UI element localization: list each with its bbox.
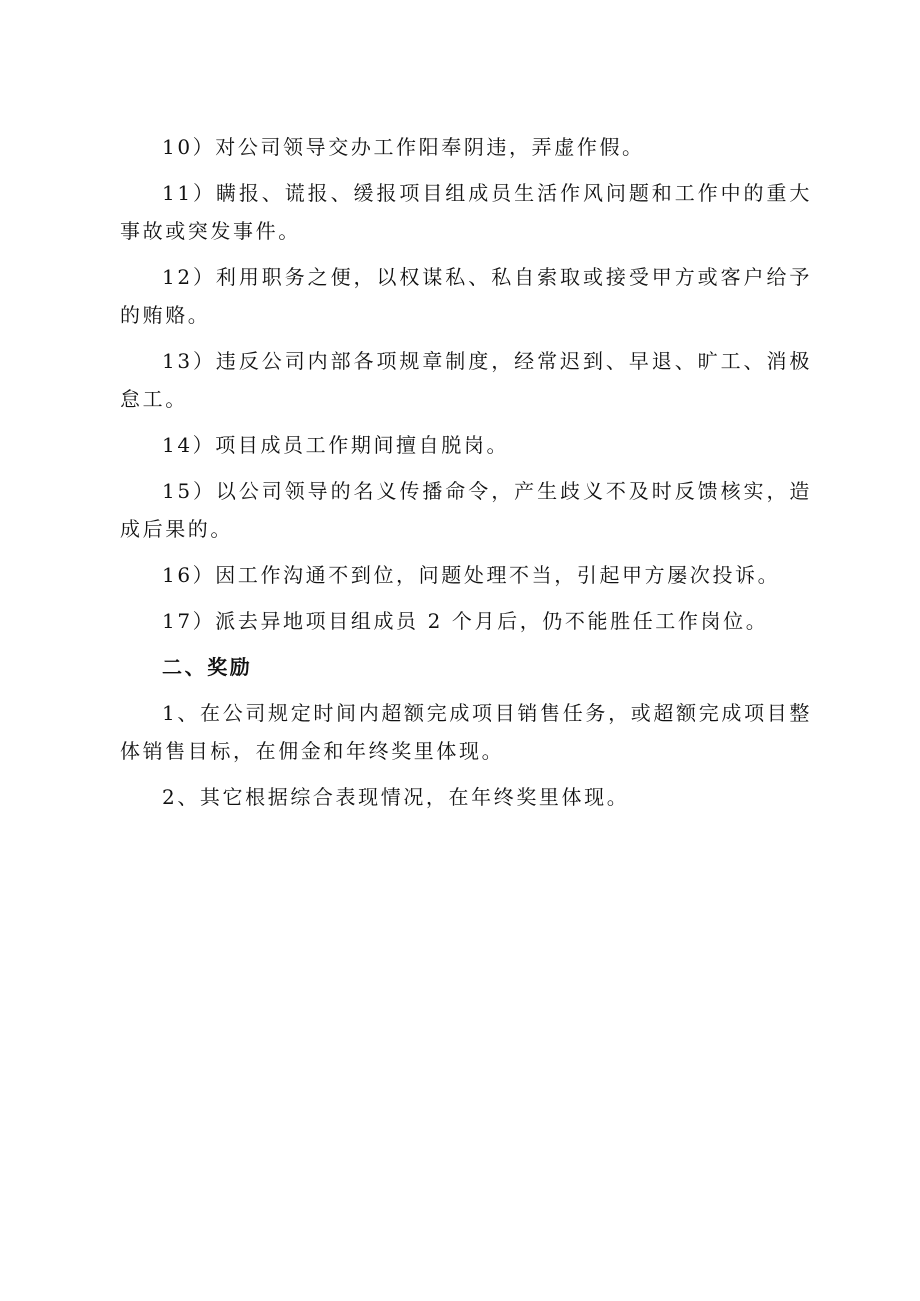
paragraph-item-15: 15）以公司领导的名义传播命令，产生歧义不及时反馈核实，造成后果的。 xyxy=(120,479,812,541)
reward-item-2: 2、其它根据综合表现情况，在年终奖里体现。 xyxy=(162,785,630,809)
reward-item-1: 1、在公司规定时间内超额完成项目销售任务，或超额完成项目整体销售目标，在佣金和年终奖里体现。 xyxy=(120,701,812,763)
paragraph-item-13: 13）违反公司内部各项规章制度，经常迟到、早退、旷工、消极怠工。 xyxy=(120,349,812,411)
document-body xyxy=(120,128,812,824)
paragraph-item-11: 11）瞒报、谎报、缓报项目组成员生活作风问题和工作中的重大事故或突发事件。 xyxy=(120,181,812,243)
paragraph-item-17: 17）派去异地项目组成员 2 个月后，仍不能胜任工作岗位。 xyxy=(162,609,769,633)
section-heading-rewards: 二、奖励 xyxy=(162,655,253,679)
paragraph-item-12: 12）利用职务之便，以权谋私、私自索取或接受甲方或客户给予的贿赂。 xyxy=(120,265,812,327)
paragraph-item-16: 16）因工作沟通不到位，问题处理不当，引起甲方屡次投诉。 xyxy=(162,563,781,587)
paragraph-item-14: 14）项目成员工作期间擅自脱岗。 xyxy=(162,433,510,457)
paragraph-item-10: 10）对公司领导交办工作阳奉阴违，弄虚作假。 xyxy=(162,135,645,159)
